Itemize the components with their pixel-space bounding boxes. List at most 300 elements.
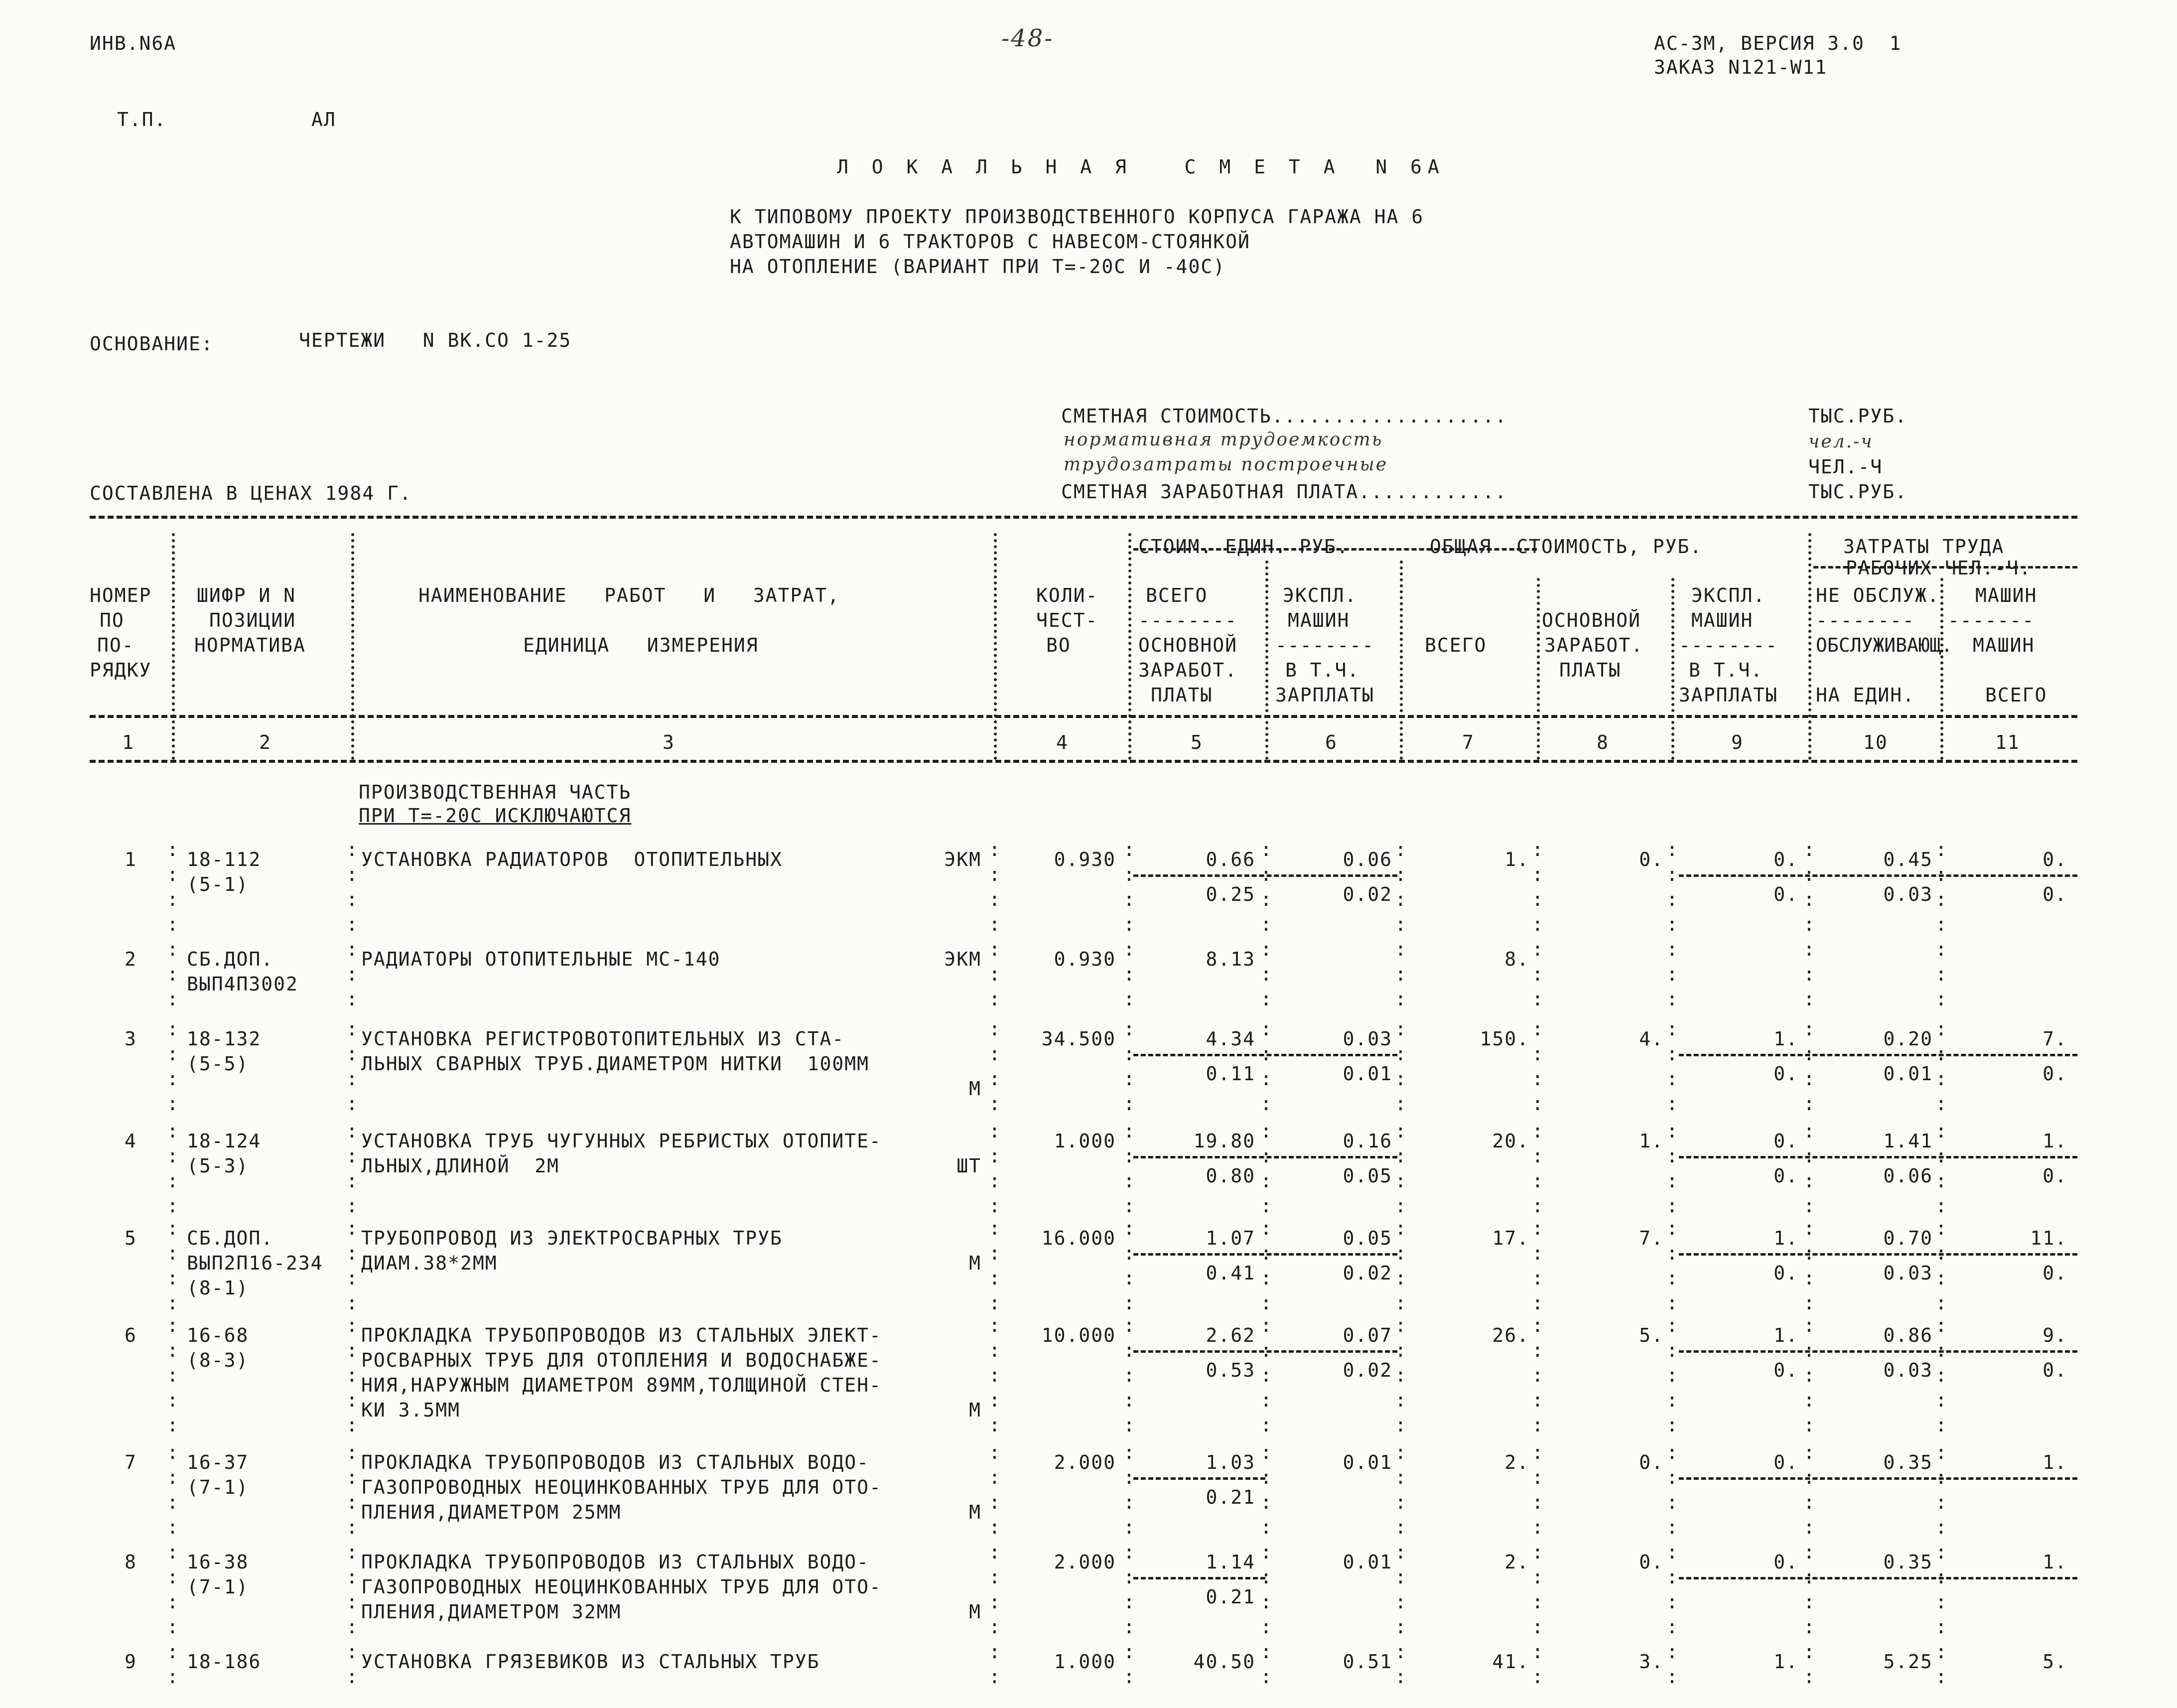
column-colon: : <box>1260 913 1273 935</box>
column-colon: : <box>346 1292 359 1314</box>
column-colon: : <box>1532 1242 1544 1264</box>
row-description: КИ 3.5ММ <box>361 1399 461 1421</box>
column-colon: : <box>1935 1414 1948 1436</box>
column-colon: : <box>989 988 1001 1010</box>
column-colon: : <box>989 1292 1001 1314</box>
column-colon: : <box>1935 1541 1948 1563</box>
row-machine-wage: 0. <box>1773 1165 1798 1187</box>
col5-line1: ВСЕГО <box>1146 584 1208 606</box>
column-colon: : <box>1935 1491 1948 1513</box>
sub-rule <box>1679 1350 2077 1353</box>
column-colon: : <box>1666 913 1679 935</box>
row-machine-cost: 1. <box>1773 1227 1798 1249</box>
column-colon: : <box>1123 1195 1136 1217</box>
column-colon: : <box>1123 1339 1136 1361</box>
column-colon: : <box>1260 1466 1273 1488</box>
column-colon: : <box>1935 913 1948 935</box>
column-colon: : <box>346 1170 359 1192</box>
column-colon: : <box>167 1666 179 1688</box>
column-colon: : <box>1395 913 1407 935</box>
column-colon: : <box>167 1267 179 1289</box>
row-total-cost: 26. <box>1492 1324 1529 1346</box>
column-colon: : <box>1935 1120 1948 1142</box>
column-colon: : <box>1803 1093 1816 1115</box>
row-machine-cost: 1. <box>1773 1324 1798 1346</box>
column-colon: : <box>167 1641 179 1663</box>
column-colon: : <box>1803 1541 1816 1563</box>
row-description: РАДИАТОРЫ ОТОПИТЕЛЬНЫЕ МС-140 <box>361 948 721 970</box>
row-total-cost: 20. <box>1492 1130 1529 1152</box>
column-colon: : <box>1123 1267 1136 1289</box>
column-colon: : <box>1666 1267 1679 1289</box>
row-code: (8-1) <box>187 1277 249 1299</box>
sub-rule <box>1133 1253 1397 1256</box>
row-number: 1 <box>125 849 137 870</box>
row-unit-machine-wage: 0.02 <box>1343 1359 1392 1381</box>
column-colon: : <box>1532 1170 1544 1192</box>
row-labor-total: 0. <box>2042 849 2067 870</box>
column-colon: : <box>1260 1641 1273 1663</box>
column-colon: : <box>1260 1217 1273 1239</box>
column-colon: : <box>167 1068 179 1090</box>
row-machine-wage: 0. <box>1773 883 1798 905</box>
column-colon: : <box>1395 1466 1407 1488</box>
column-colon: : <box>1395 1641 1407 1663</box>
col-separator <box>1671 578 1674 760</box>
column-colon: : <box>1260 1491 1273 1513</box>
row-description: ПЛЕНИЯ,ДИАМЕТРОМ 25ММ <box>361 1501 622 1523</box>
column-colon: : <box>1123 1242 1136 1264</box>
row-unit-cost-total: 1.03 <box>1206 1451 1255 1473</box>
sub-rule <box>1133 874 1397 877</box>
column-colon: : <box>1395 1267 1407 1289</box>
unit-cost-group: СТОИМ. ЕДИН. РУБ. <box>1138 536 1349 558</box>
column-colon: : <box>1123 888 1136 910</box>
row-labor-machines-unit: 0.06 <box>1883 1165 1933 1187</box>
column-colon: : <box>167 1093 179 1115</box>
row-machine-cost: 0. <box>1773 849 1798 870</box>
col11-line2: ------- <box>1948 609 2035 631</box>
column-colon: : <box>989 839 1001 860</box>
column-colon: : <box>167 1541 179 1563</box>
column-colon: : <box>1935 1566 1948 1588</box>
row-base-wage: 4. <box>1639 1028 1664 1050</box>
col2-line3: НОРМАТИВА <box>194 634 306 656</box>
column-colon: : <box>989 1120 1001 1142</box>
column-colon: : <box>1666 1018 1679 1040</box>
col9-line1: ЭКСПЛ. <box>1691 584 1766 606</box>
row-code: ВЫП4П3002 <box>187 973 298 995</box>
column-colon: : <box>1123 1641 1136 1663</box>
row-base-wage: 0. <box>1639 849 1664 870</box>
column-colon: : <box>1260 1389 1273 1411</box>
row-unit-wage: 0.21 <box>1206 1486 1255 1508</box>
column-colon: : <box>346 1093 359 1115</box>
column-colon: : <box>1532 1068 1544 1090</box>
column-colon: : <box>1260 1170 1273 1192</box>
column-colon: : <box>1935 1217 1948 1239</box>
column-colon: : <box>167 963 179 985</box>
row-unit: М <box>969 1078 981 1100</box>
column-colon: : <box>1935 1364 1948 1386</box>
row-number: 5 <box>125 1227 137 1249</box>
column-colon: : <box>1123 1389 1136 1411</box>
column-colon: : <box>1803 1120 1816 1142</box>
column-colon: : <box>1803 938 1816 960</box>
column-colon: : <box>1532 1441 1544 1463</box>
column-colon: : <box>989 938 1001 960</box>
row-description: НИЯ,НАРУЖНЫМ ДИАМЕТРОМ 89ММ,ТОЛЩИНОЙ СТЕН- <box>361 1374 882 1396</box>
column-colon: : <box>346 1414 359 1436</box>
colnum-1: 1 <box>122 731 135 753</box>
col10-line2: -------- <box>1816 609 1915 631</box>
column-colon: : <box>346 938 359 960</box>
row-labor-total: 7. <box>2042 1028 2067 1050</box>
col8-line1: ОСНОВНОЙ <box>1542 609 1641 631</box>
column-colon: : <box>1260 839 1273 860</box>
column-colon: : <box>167 888 179 910</box>
column-colon: : <box>1532 1666 1544 1688</box>
title-line-3: НА ОТОПЛЕНИЕ (ВАРИАНТ ПРИ Т=-20С И -40С) <box>730 256 1226 278</box>
row-labor-per-unit: 0.35 <box>1883 1551 1933 1573</box>
column-colon: : <box>1123 1217 1136 1239</box>
column-colon: : <box>167 1170 179 1192</box>
col2-line2: ПОЗИЦИИ <box>209 609 296 631</box>
row-code: СБ.ДОП. <box>187 948 274 970</box>
column-colon: : <box>1532 1389 1544 1411</box>
column-colon: : <box>346 1145 359 1167</box>
row-labor-machines-unit: 0.03 <box>1883 883 1933 905</box>
column-colon: : <box>1395 1389 1407 1411</box>
row-code: (7-1) <box>187 1576 249 1598</box>
column-colon: : <box>1532 1314 1544 1336</box>
row-unit-wage: 0.21 <box>1206 1586 1255 1608</box>
column-colon: : <box>1666 1043 1679 1065</box>
basis-label: ОСНОВАНИЕ: <box>90 333 214 355</box>
column-colon: : <box>167 1389 179 1411</box>
row-number: 6 <box>125 1324 137 1346</box>
row-quantity: 0.930 <box>1054 948 1116 970</box>
document-title: Л О К А Л Ь Н А Я С М Е Т А N 6А <box>837 156 1445 178</box>
column-colon: : <box>167 839 179 860</box>
col1-line2: ПО <box>100 609 125 631</box>
column-colon: : <box>1803 1616 1816 1638</box>
row-description: ПРОКЛАДКА ТРУБОПРОВОДОВ ИЗ СТАЛЬНЫХ ВОДО- <box>361 1451 869 1473</box>
column-colon: : <box>1532 1339 1544 1361</box>
sub-rule <box>1679 1577 2077 1579</box>
column-colon: : <box>1260 1441 1273 1463</box>
row-labor-machines-total: 0. <box>2042 883 2067 905</box>
row-base-wage: 7. <box>1639 1227 1664 1249</box>
column-colon: : <box>1803 1491 1816 1513</box>
column-colon: : <box>1803 913 1816 935</box>
row-machine-cost: 0. <box>1773 1451 1798 1473</box>
colnum-10: 10 <box>1863 731 1888 753</box>
row-quantity: 1.000 <box>1054 1651 1116 1673</box>
row-labor-total: 1. <box>2042 1130 2067 1152</box>
column-colon: : <box>1123 963 1136 985</box>
column-colon: : <box>346 1195 359 1217</box>
column-colon: : <box>1803 1641 1816 1663</box>
column-colon: : <box>1803 1068 1816 1090</box>
column-colon: : <box>167 1242 179 1264</box>
column-colon: : <box>1395 1292 1407 1314</box>
column-colon: : <box>1803 1516 1816 1538</box>
sub-rule <box>1133 1156 1397 1158</box>
row-unit: ЭКМ <box>944 948 981 970</box>
column-colon: : <box>167 1441 179 1463</box>
colnum-7: 7 <box>1462 731 1475 753</box>
column-colon: : <box>1803 1389 1816 1411</box>
column-colon: : <box>1260 1267 1273 1289</box>
row-number: 4 <box>125 1130 137 1152</box>
column-colon: : <box>989 1364 1001 1386</box>
row-unit: ЭКМ <box>944 849 981 870</box>
row-unit-cost-machines: 0.03 <box>1343 1028 1392 1050</box>
column-colon: : <box>1395 1217 1407 1239</box>
column-colon: : <box>1260 1566 1273 1588</box>
column-colon: : <box>1935 1043 1948 1065</box>
handwritten-norm-unit: чел.-ч <box>1808 431 1874 452</box>
column-colon: : <box>346 988 359 1010</box>
row-code: (8-3) <box>187 1349 249 1371</box>
row-unit: М <box>969 1601 981 1623</box>
col4-line3: ВО <box>1046 634 1071 656</box>
sub-rule <box>1133 1577 1265 1579</box>
title-line-1: К ТИПОВОМУ ПРОЕКТУ ПРОИЗВОДСТВЕННОГО КОРПУСА ГАРАЖА НА 6 <box>730 206 1424 228</box>
column-colon: : <box>1666 963 1679 985</box>
column-colon: : <box>1532 1043 1544 1065</box>
column-colon: : <box>1935 1145 1948 1167</box>
row-labor-machines-total: 0. <box>2042 1063 2067 1085</box>
column-colon: : <box>1666 1339 1679 1361</box>
column-colon: : <box>1395 1043 1407 1065</box>
row-quantity: 0.930 <box>1054 849 1116 870</box>
column-colon: : <box>1123 1292 1136 1314</box>
column-colon: : <box>1532 1516 1544 1538</box>
row-labor-machines-unit: 0.03 <box>1883 1359 1933 1381</box>
col1-line3: ПО- <box>97 634 135 656</box>
colnum-6: 6 <box>1325 731 1338 753</box>
column-colon: : <box>167 1120 179 1142</box>
column-colon: : <box>989 1339 1001 1361</box>
column-colon: : <box>1803 988 1816 1010</box>
col6-line3: -------- <box>1275 634 1375 656</box>
col5-line5: ПЛАТЫ <box>1151 684 1213 706</box>
row-description: ЛЬНЫХ СВАРНЫХ ТРУБ.ДИАМЕТРОМ НИТКИ 100ММ <box>361 1053 869 1075</box>
column-colon: : <box>1532 1145 1544 1167</box>
row-unit-cost-total: 8.13 <box>1206 948 1255 970</box>
row-unit: М <box>969 1399 981 1421</box>
column-colon: : <box>1532 888 1544 910</box>
column-colon: : <box>1395 1145 1407 1167</box>
title-line-2: АВТОМАШИН И 6 ТРАКТОРОВ С НАВЕСОМ-СТОЯНКОЙ <box>730 231 1250 253</box>
col1-line4: РЯДКУ <box>90 659 152 681</box>
page-number: -48- <box>1001 24 1054 52</box>
column-colon: : <box>1395 1018 1407 1040</box>
row-unit-wage: 0.11 <box>1206 1063 1255 1085</box>
column-colon: : <box>1803 1466 1816 1488</box>
column-colon: : <box>1260 863 1273 885</box>
row-quantity: 1.000 <box>1054 1130 1116 1152</box>
row-quantity: 34.500 <box>1041 1028 1116 1050</box>
column-colon: : <box>1935 963 1948 985</box>
column-colon: : <box>1532 1616 1544 1638</box>
column-colon: : <box>989 1641 1001 1663</box>
column-colon: : <box>989 1541 1001 1563</box>
column-colon: : <box>1395 1516 1407 1538</box>
column-colon: : <box>346 1666 359 1688</box>
column-colon: : <box>1532 1541 1544 1563</box>
column-colon: : <box>167 1217 179 1239</box>
column-colon: : <box>1395 1591 1407 1613</box>
row-unit-cost-machines: 0.51 <box>1343 1651 1392 1673</box>
column-colon: : <box>1395 839 1407 860</box>
column-colon: : <box>1803 1043 1816 1065</box>
row-code: 16-68 <box>187 1324 249 1346</box>
row-total-cost: 17. <box>1492 1227 1529 1249</box>
column-colon: : <box>1935 1093 1948 1115</box>
column-colon: : <box>1260 1093 1273 1115</box>
column-colon: : <box>1532 1641 1544 1663</box>
column-colon: : <box>1123 1616 1136 1638</box>
col6-line1: ЭКСПЛ. <box>1283 584 1358 606</box>
column-colon: : <box>989 1566 1001 1588</box>
col9-line4: В Т.Ч. <box>1689 659 1764 681</box>
column-colon: : <box>1395 1314 1407 1336</box>
column-colon: : <box>1395 1339 1407 1361</box>
row-number: 9 <box>125 1651 137 1673</box>
column-colon: : <box>1666 1389 1679 1411</box>
column-colon: : <box>1260 963 1273 985</box>
row-labor-per-unit: 5.25 <box>1883 1651 1933 1673</box>
column-colon: : <box>1803 1314 1816 1336</box>
row-number: 2 <box>125 948 137 970</box>
column-colon: : <box>1803 1170 1816 1192</box>
column-colon: : <box>1260 1666 1273 1688</box>
column-colon: : <box>1123 1120 1136 1142</box>
row-unit-cost-total: 19.80 <box>1193 1130 1255 1152</box>
column-colon: : <box>346 1267 359 1289</box>
column-colon: : <box>1532 1364 1544 1386</box>
column-colon: : <box>1935 1466 1948 1488</box>
col5-line4: ЗАРАБОТ. <box>1138 659 1238 681</box>
basis-value: ЧЕРТЕЖИ N ВК.СО 1-25 <box>299 329 572 351</box>
total-cost-group: ОБЩАЯ СТОИМОСТЬ, РУБ. <box>1430 536 1703 558</box>
column-colon: : <box>1123 1414 1136 1436</box>
column-colon: : <box>989 1093 1001 1115</box>
section-title: ПРОИЗВОДСТВЕННАЯ ЧАСТЬ <box>359 781 632 803</box>
column-colon: : <box>1803 1591 1816 1613</box>
column-colon: : <box>346 839 359 860</box>
column-colon: : <box>1395 1364 1407 1386</box>
column-colon: : <box>167 863 179 885</box>
row-description: ПЛЕНИЯ,ДИАМЕТРОМ 32ММ <box>361 1601 622 1623</box>
column-colon: : <box>1935 1339 1948 1361</box>
column-colon: : <box>346 1616 359 1638</box>
row-labor-per-unit: 0.35 <box>1883 1451 1933 1473</box>
column-colon: : <box>1935 1018 1948 1040</box>
sub-rule <box>1133 1350 1397 1353</box>
column-colon: : <box>346 1566 359 1588</box>
column-colon: : <box>1532 1120 1544 1142</box>
row-base-wage: 1. <box>1639 1130 1664 1152</box>
column-colon: : <box>1395 1666 1407 1688</box>
column-colon: : <box>1666 938 1679 960</box>
row-labor-machines-total: 0. <box>2042 1359 2067 1381</box>
column-colon: : <box>1123 863 1136 885</box>
column-colon: : <box>989 1018 1001 1040</box>
column-colon: : <box>346 1314 359 1336</box>
column-colon: : <box>989 1466 1001 1488</box>
column-colon: : <box>1666 863 1679 885</box>
sub-rule <box>1679 1477 2077 1480</box>
col11-line4: ВСЕГО <box>1985 684 2047 706</box>
row-quantity: 2.000 <box>1054 1551 1116 1573</box>
row-base-wage: 3. <box>1639 1651 1664 1673</box>
col9-line2: МАШИН <box>1691 609 1754 631</box>
column-colon: : <box>167 1491 179 1513</box>
column-colon: : <box>1260 1068 1273 1090</box>
column-colon: : <box>1532 1195 1544 1217</box>
column-colon: : <box>167 1616 179 1638</box>
row-number: 3 <box>125 1028 137 1050</box>
column-colon: : <box>989 1068 1001 1090</box>
row-quantity: 2.000 <box>1054 1451 1116 1473</box>
column-colon: : <box>167 1145 179 1167</box>
col4-line2: ЧЕСТ- <box>1036 609 1098 631</box>
column-colon: : <box>1260 1541 1273 1563</box>
row-total-cost: 1. <box>1504 849 1529 870</box>
column-colon: : <box>1935 1591 1948 1613</box>
column-colon: : <box>1532 1566 1544 1588</box>
col1-line1: НОМЕР <box>90 584 152 606</box>
column-colon: : <box>989 1145 1001 1167</box>
column-colon: : <box>1532 1267 1544 1289</box>
row-unit-cost-machines: 0.01 <box>1343 1551 1392 1573</box>
column-colon: : <box>1395 863 1407 885</box>
column-colon: : <box>346 1516 359 1538</box>
column-colon: : <box>346 1389 359 1411</box>
row-unit-cost-total: 0.66 <box>1206 849 1255 870</box>
row-labor-machines-unit: 0.01 <box>1883 1063 1933 1085</box>
row-labor-machines-total: 0. <box>2042 1165 2067 1187</box>
labor-unit: ЧЕЛ.-Ч <box>1808 456 1883 478</box>
column-colon: : <box>1260 938 1273 960</box>
column-colon: : <box>346 1242 359 1264</box>
col8-line2: ЗАРАБОТ. <box>1544 634 1644 656</box>
column-colon: : <box>1123 1541 1136 1563</box>
column-colon: : <box>1123 1491 1136 1513</box>
row-labor-per-unit: 0.45 <box>1883 849 1933 870</box>
row-unit-cost-total: 4.34 <box>1206 1028 1255 1050</box>
col3-title: НАИМЕНОВАНИЕ РАБОТ И ЗАТРАТ, <box>418 584 840 606</box>
column-colon: : <box>1803 1666 1816 1688</box>
row-unit-cost-total: 1.07 <box>1206 1227 1255 1249</box>
column-colon: : <box>1935 1292 1948 1314</box>
row-base-wage: 0. <box>1639 1451 1664 1473</box>
column-colon: : <box>1666 1145 1679 1167</box>
column-colon: : <box>1532 988 1544 1010</box>
column-colon: : <box>989 1414 1001 1436</box>
column-colon: : <box>1935 1242 1948 1264</box>
column-colon: : <box>989 1267 1001 1289</box>
column-colon: : <box>1395 1616 1407 1638</box>
column-colon: : <box>1395 1120 1407 1142</box>
column-colon: : <box>989 1666 1001 1688</box>
row-unit-wage: 0.25 <box>1206 883 1255 905</box>
row-code: 18-124 <box>187 1130 262 1152</box>
